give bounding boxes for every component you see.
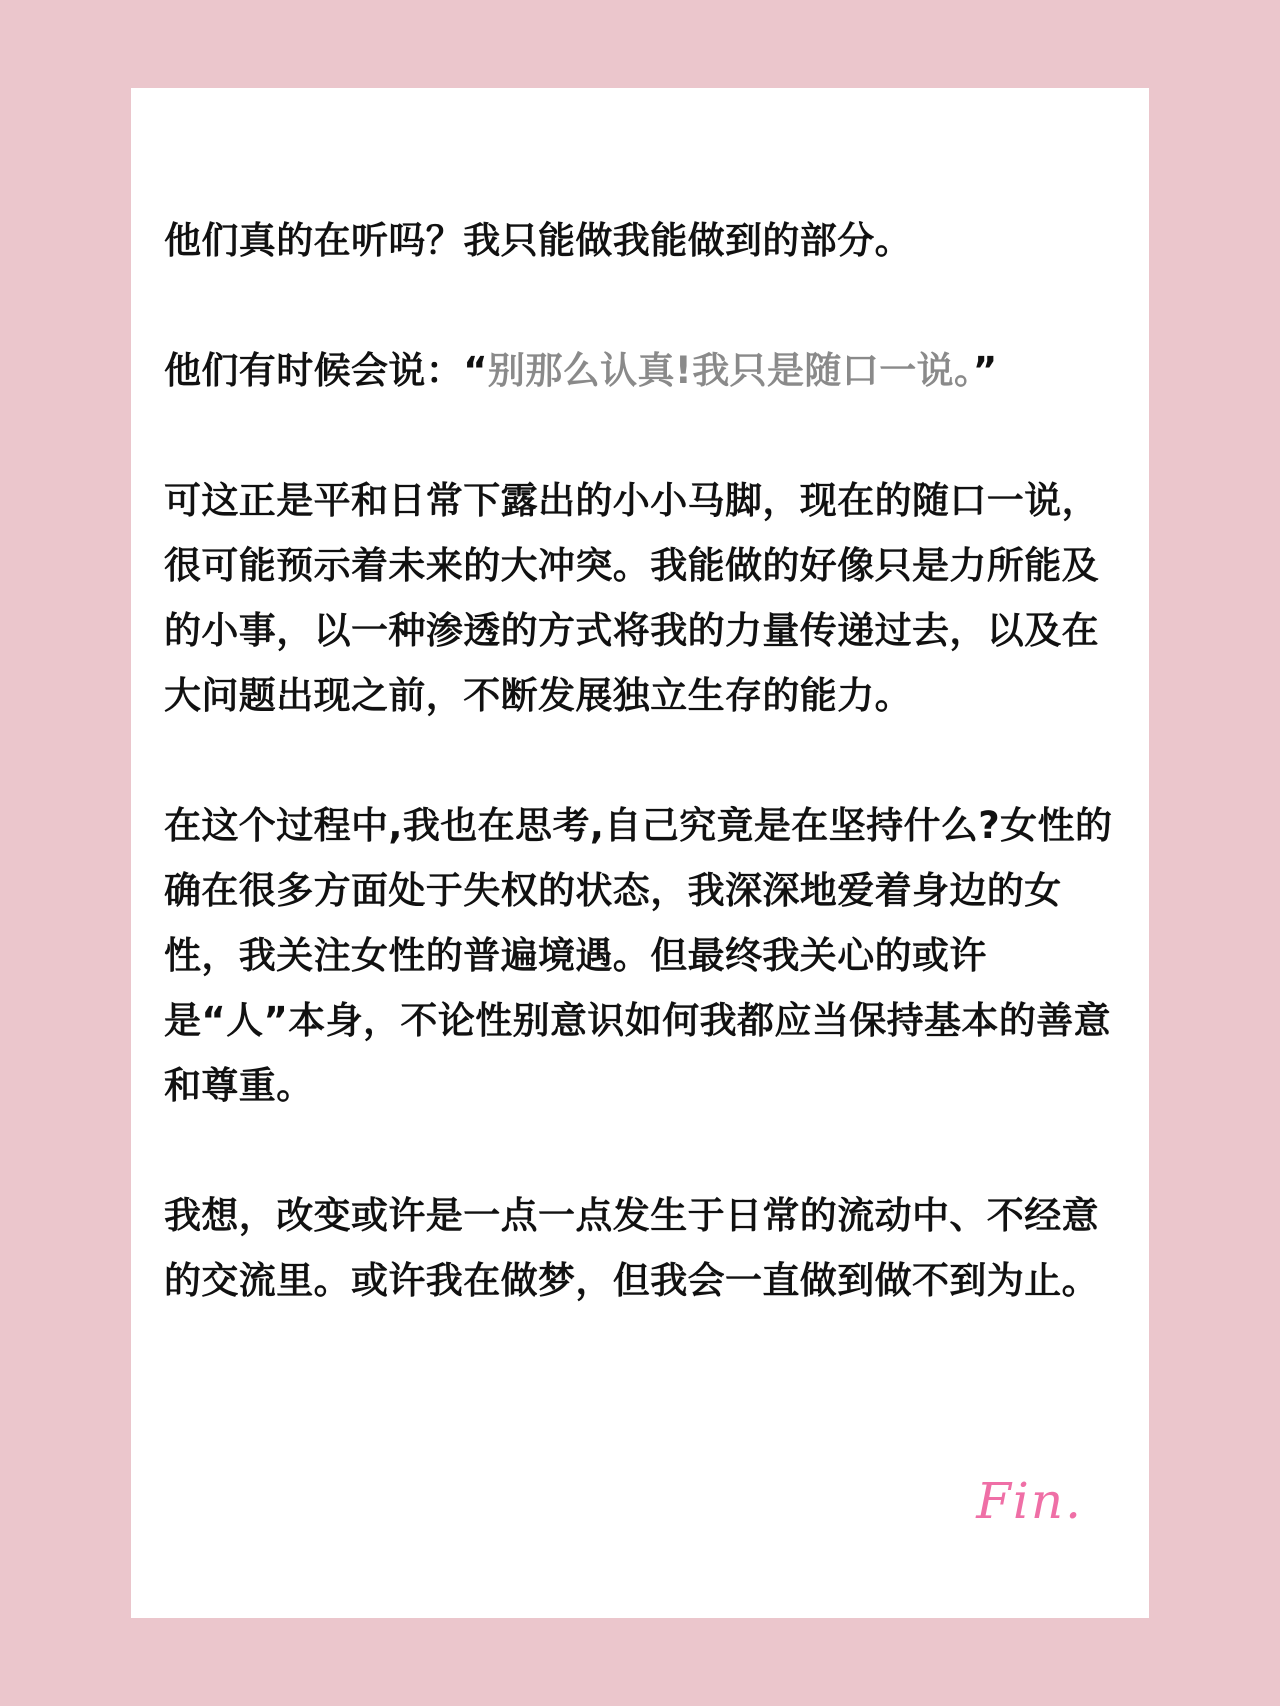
close-quote-mark: ” — [972, 349, 998, 392]
open-quote-mark: “ — [463, 349, 488, 392]
paragraph-4: 在这个过程中,我也在思考,自己究竟是在坚持什么?女性的确在很多方面处于失权的状态，我深深地爱着身边的女性，我关注女性的普遍境遇。但最终我关心的或许是“人”本身，不论性别意识如何我都应当保持基本的善意和尊重。 — [164, 804, 1113, 1107]
paragraph-3: 可这正是平和日常下露出的小小马脚，现在的随口一说，很可能预示着未来的大冲突。我能做的好像只是力所能及的小事，以一种渗透的方式将我的力量传递过去，以及在大问题出现之前，不断发展独立生存的能力。 — [164, 479, 1099, 717]
signature-fin: Fin. — [976, 1472, 1083, 1530]
paragraph-2 — [164, 338, 1124, 403]
paragraph-5: 我想，改变或许是一点一点发生于日常的流动中、不经意的交流里。或许我在做梦，但我会一直做到做不到为止。 — [164, 1194, 1099, 1302]
quoted-speech: 别那么认真!我只是随口一说。 — [487, 349, 973, 392]
paragraph-2-prefix: 他们有时候会说： — [164, 349, 464, 392]
article-body — [164, 208, 1124, 1378]
content-card — [131, 88, 1149, 1618]
paragraph-1: 他们真的在听吗？我只能做我能做到的部分。 — [164, 219, 912, 262]
